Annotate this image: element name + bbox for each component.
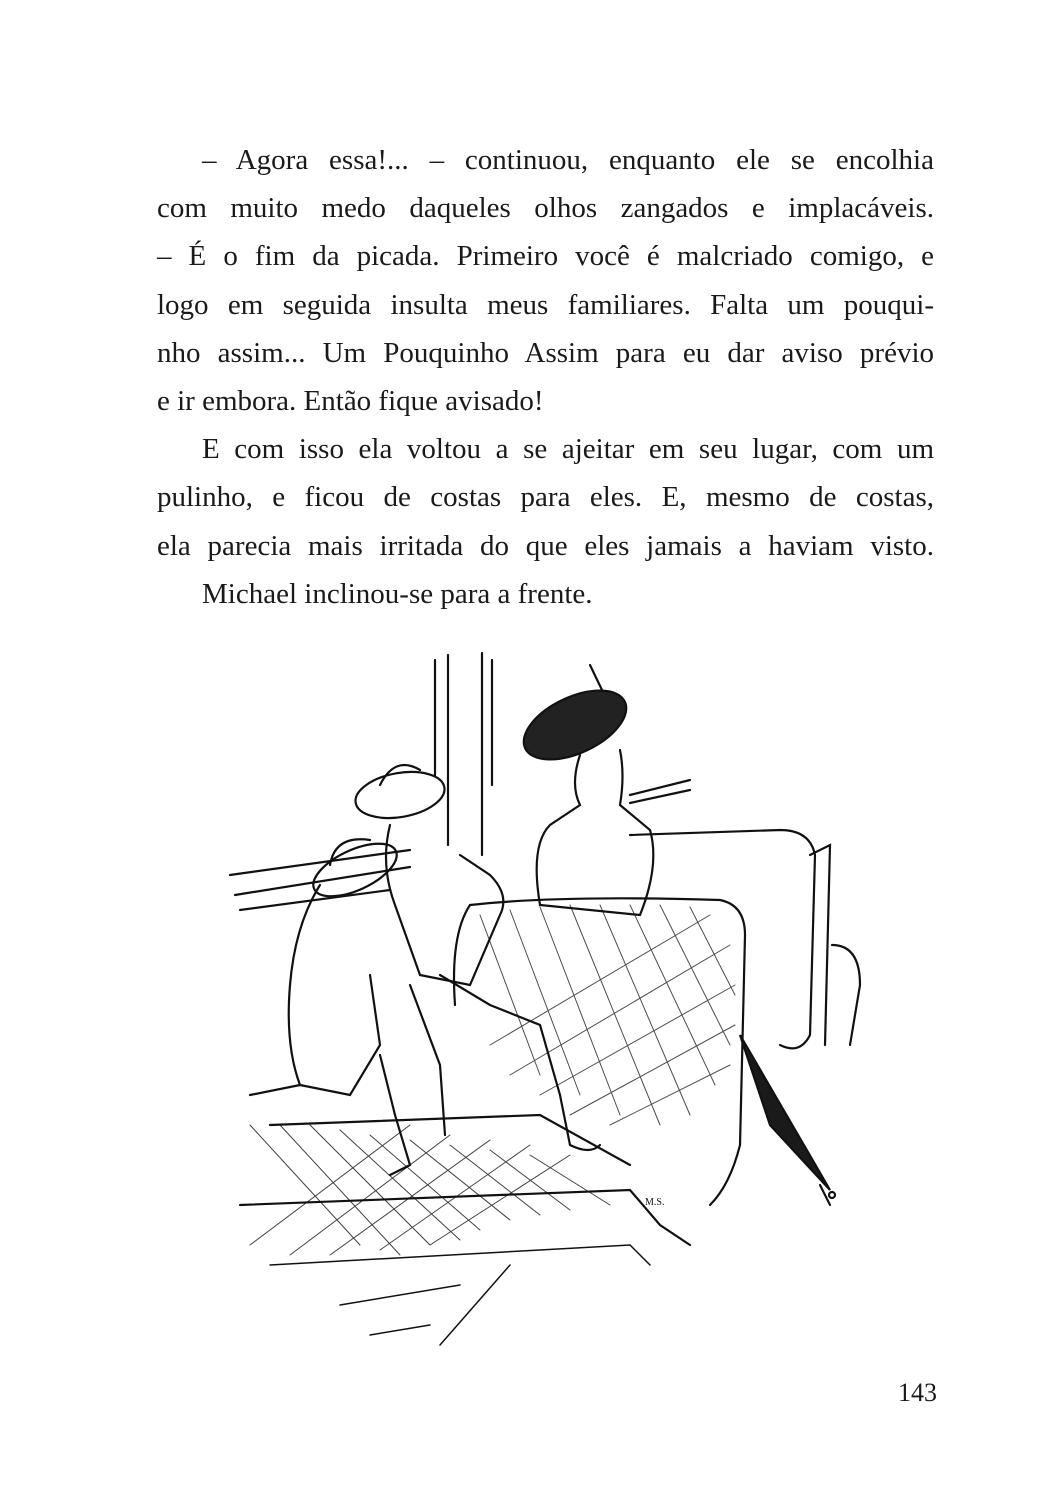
text-line: ela parecia mais irritada do que eles jamais a haviam visto. [157,529,934,562]
text-line: e ir embora. Então fique avisado! [157,384,544,417]
text-line: E com isso ela voltou a se ajeitar em seu lugar, com um [202,433,934,466]
text-line: Michael inclinou-se para a frente. [202,577,593,610]
body-text [157,136,934,618]
text-line: com muito medo daqueles olhos zangados e implacáveis. [157,192,934,225]
text-line: – Agora essa!... – continuou, enquanto ele se encolhia [202,144,934,176]
text-line: logo em seguida insulta meus familiares. Falta um pouqui- [157,288,934,321]
text-line: nho assim... Um Pouquinho Assim para eu dar aviso prévio [157,336,934,369]
artist-signature: M.S. [645,1197,665,1208]
page-number: 143 [898,1378,937,1407]
illustration-bus-scene [210,645,870,1350]
text-line: – É o fim da picada. Primeiro você é malcriado comigo, e [157,240,934,273]
text-line: pulinho, e ficou de costas para eles. E, mesmo de costas, [157,481,934,514]
